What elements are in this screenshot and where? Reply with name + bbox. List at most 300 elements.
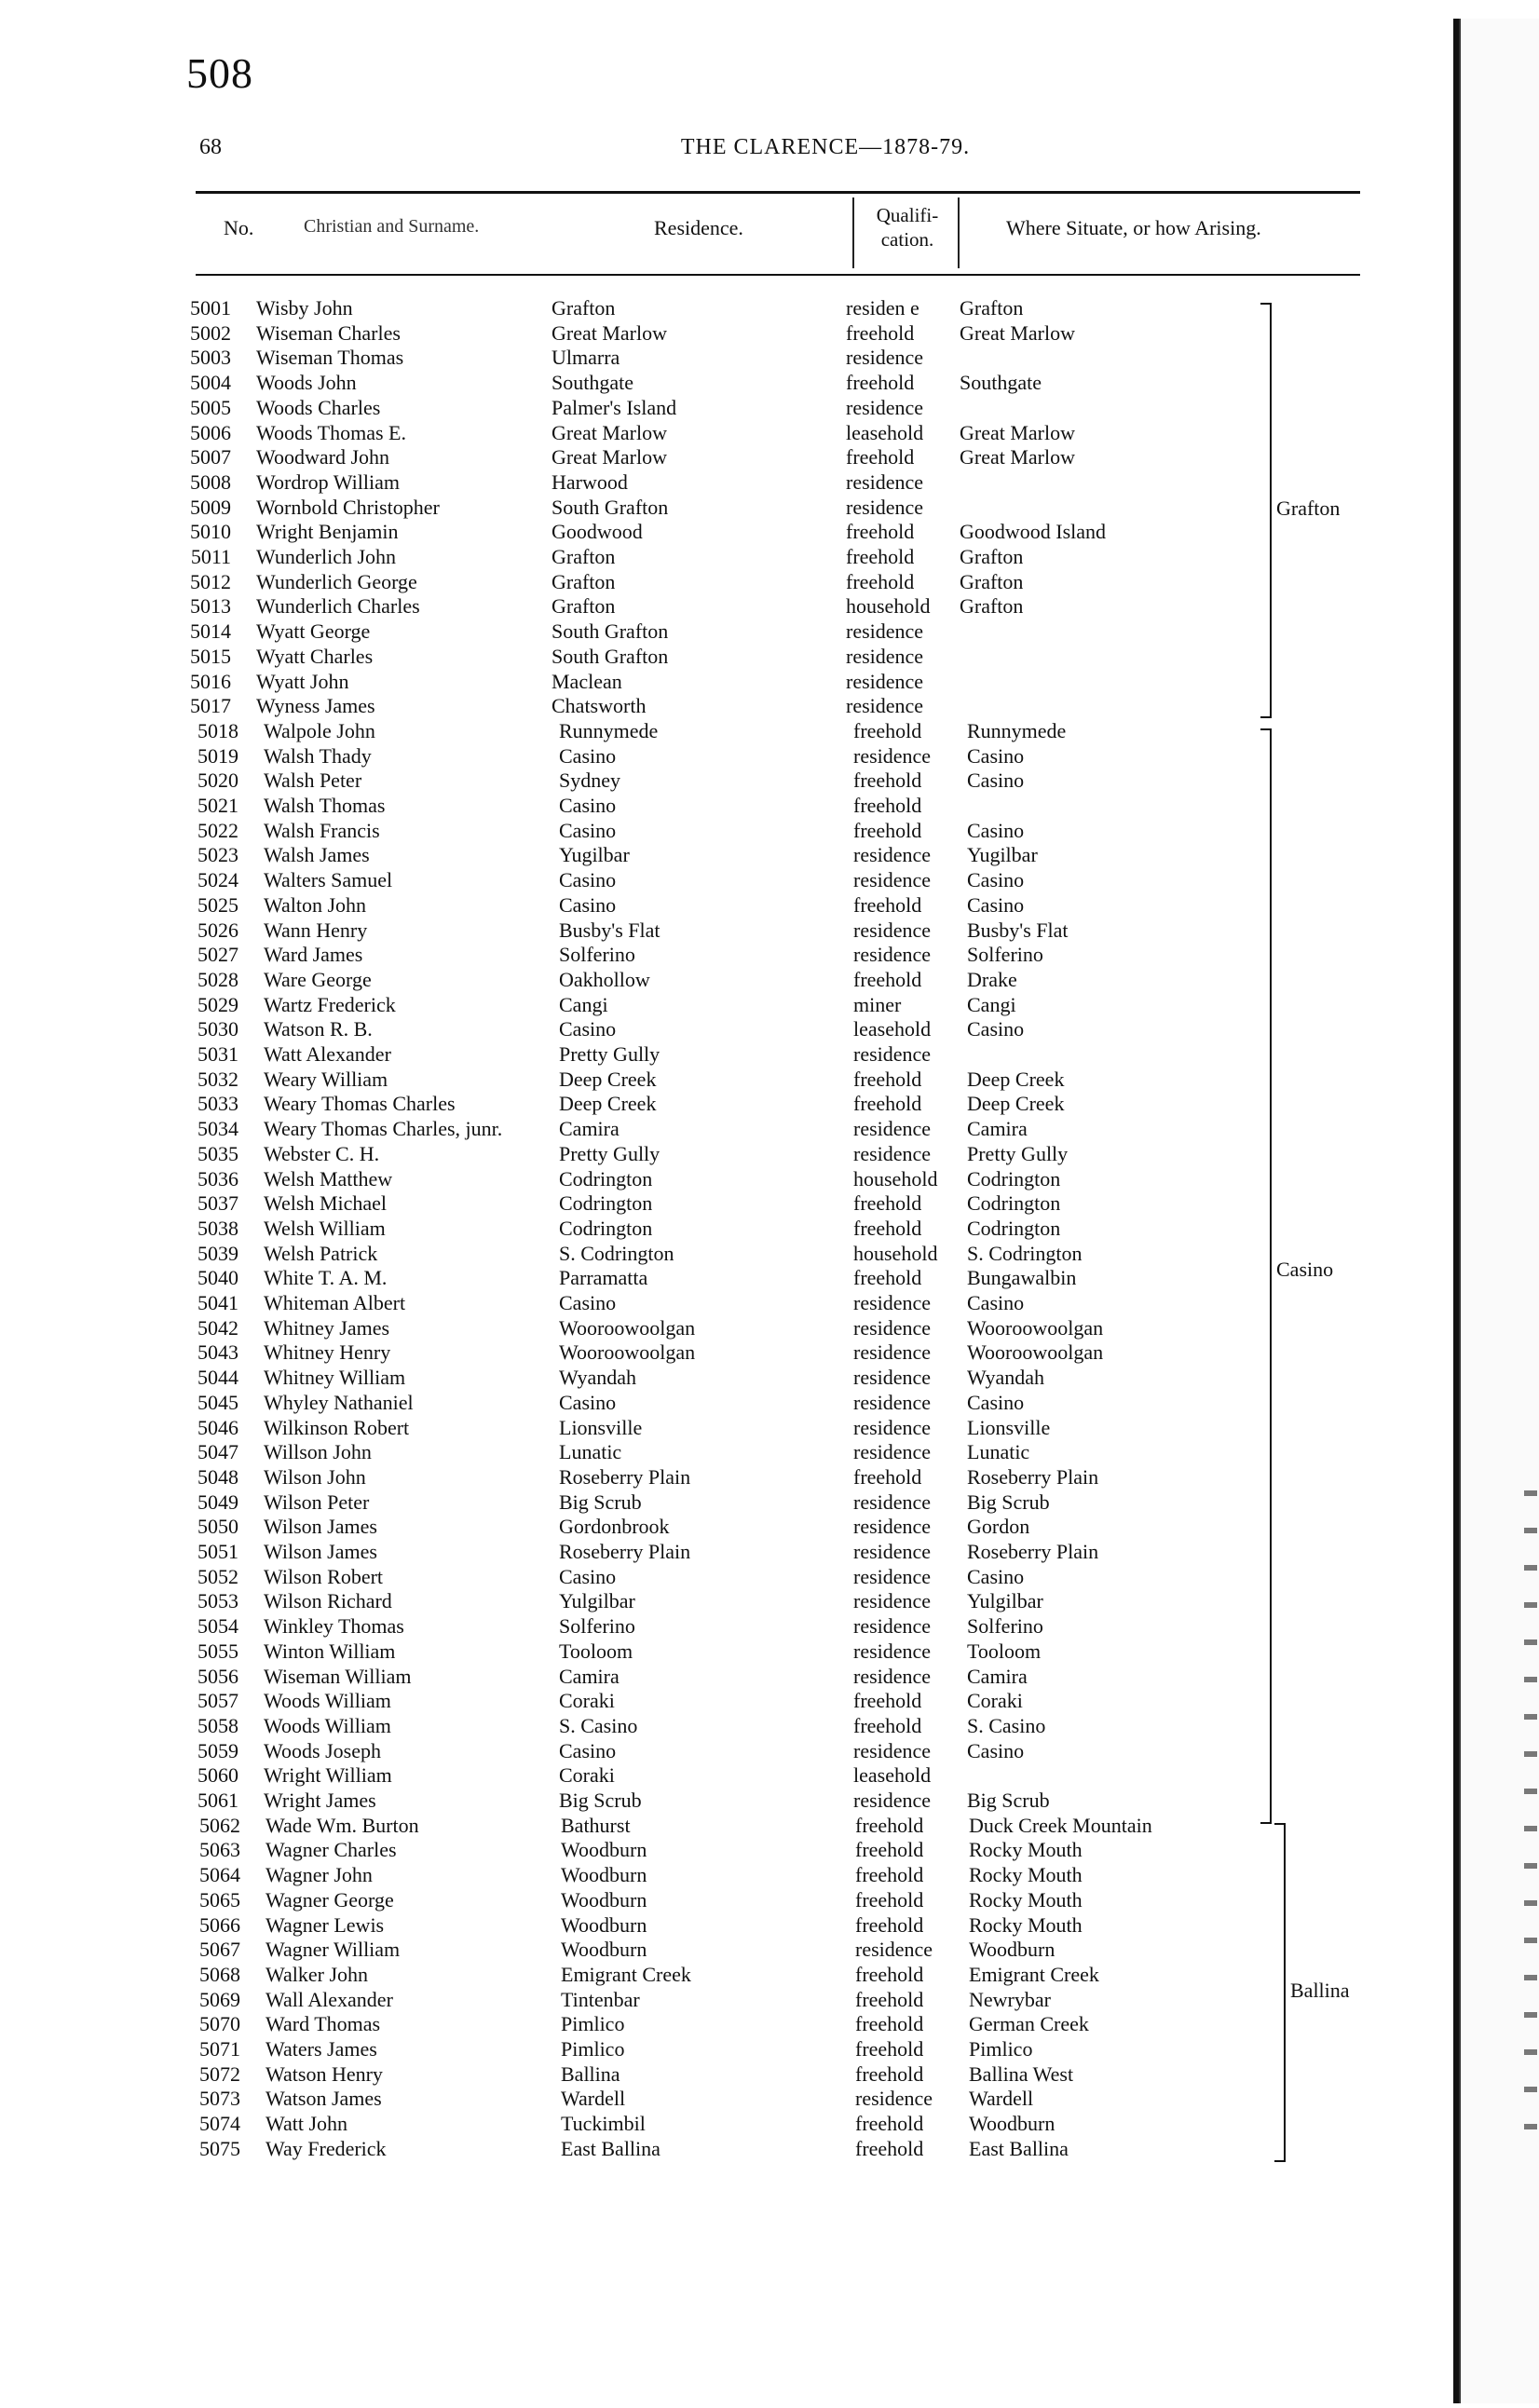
row-number: 5006 [190, 420, 231, 444]
row-number: 5009 [190, 495, 231, 519]
row-number: 5008 [190, 469, 231, 494]
group-label-casino: Casino [1276, 1258, 1334, 1281]
residence: Woodburn [561, 1863, 647, 1887]
table-row [0, 1789, 1539, 1814]
where-situate: Great Marlow [960, 445, 1076, 469]
qualification: residence [846, 495, 924, 519]
where-situate: Codrington [967, 1166, 1061, 1190]
where-situate: S. Codrington [967, 1241, 1083, 1265]
residence: Grafton [552, 594, 616, 619]
voter-name: Wunderlich George [256, 569, 417, 593]
row-number: 5019 [197, 743, 238, 768]
row-number: 5012 [190, 569, 231, 593]
residence: Big Scrub [559, 1490, 642, 1514]
where-situate: Great Marlow [960, 420, 1076, 444]
table-row [0, 1614, 1539, 1639]
residence: Casino [559, 892, 617, 917]
qualification: freehold [846, 445, 915, 469]
qualification: freehold [855, 1813, 924, 1837]
voter-name: Wyatt George [256, 619, 371, 644]
where-situate: Solferino [967, 1614, 1043, 1639]
row-number: 5036 [197, 1166, 238, 1190]
table-row [0, 1440, 1539, 1465]
row-number: 5013 [190, 594, 231, 619]
row-number: 5010 [190, 520, 231, 544]
where-situate: Newrybar [969, 1987, 1051, 2011]
qualification: residence [853, 1117, 932, 1141]
table-row [0, 1639, 1539, 1665]
residence: Ballina [561, 2061, 620, 2086]
voter-name: Wunderlich Charles [256, 594, 420, 619]
table-row [0, 868, 1539, 893]
where-situate: Deep Creek [967, 1067, 1065, 1091]
where-situate: Roseberry Plain [967, 1540, 1099, 1563]
voter-name: Walpole John [264, 718, 375, 742]
qualification: freehold [853, 892, 922, 917]
qualification: residence [853, 1589, 932, 1613]
table-row [0, 1042, 1539, 1068]
table-row [0, 1191, 1539, 1217]
qualification: freehold [846, 545, 915, 568]
table-row [0, 1117, 1539, 1142]
table-row [0, 1142, 1539, 1167]
where-situate: Yugilbar [967, 843, 1038, 867]
table-row [0, 1763, 1539, 1789]
residence: Wooroowoolgan [559, 1340, 696, 1365]
voter-name: Wordrop William [256, 469, 400, 494]
residence: Woodburn [561, 1938, 647, 1962]
facing-page-marks [1524, 1490, 1537, 2143]
voter-name: Wann Henry [264, 918, 368, 942]
column-header-qualification: Qualifi-cation. [876, 204, 939, 251]
where-situate: Lionsville [967, 1415, 1051, 1439]
where-situate: Casino [967, 1738, 1025, 1762]
qualification: residence [853, 1340, 932, 1365]
voter-name: Weary Thomas Charles, junr. [264, 1117, 503, 1141]
residence: Parramatta [559, 1266, 648, 1290]
where-situate: Casino [967, 743, 1025, 768]
residence: Coraki [559, 1689, 615, 1713]
voter-name: Watt Alexander [264, 1042, 391, 1066]
row-number: 5023 [197, 843, 238, 867]
where-situate: Wardell [969, 2087, 1034, 2111]
qualification: residen e [846, 296, 919, 320]
table-row [0, 396, 1539, 421]
qualification: household [846, 594, 931, 619]
column-separator [852, 197, 854, 268]
qualification: freehold [853, 1067, 922, 1091]
voter-name: Wyatt John [256, 669, 349, 693]
table-row [0, 1589, 1539, 1614]
group-brace-grafton [1260, 303, 1272, 718]
voter-name: Wade Wm. Burton [266, 1813, 419, 1837]
row-number: 5039 [197, 1241, 238, 1265]
row-number: 5065 [199, 1887, 240, 1911]
table-row [0, 1565, 1539, 1590]
residence: Casino [559, 1017, 617, 1041]
qualification: freehold [855, 1912, 924, 1937]
row-number: 5024 [197, 868, 238, 892]
voter-name: Whitney James [264, 1315, 390, 1340]
voter-name: Wisby John [256, 296, 353, 320]
page-number-top: 508 [186, 49, 253, 97]
residence: Woodburn [561, 1838, 647, 1862]
qualification: freehold [855, 1962, 924, 1986]
row-number: 5034 [197, 1117, 238, 1141]
where-situate: Casino [967, 1291, 1025, 1314]
row-number: 5040 [197, 1266, 238, 1290]
row-number: 5068 [199, 1962, 240, 1986]
voter-name: Welsh Patrick [264, 1241, 378, 1265]
table-row [0, 1739, 1539, 1764]
where-situate: Pretty Gully [967, 1141, 1069, 1165]
table-row [0, 1068, 1539, 1093]
voter-name: Wilson James [264, 1540, 377, 1563]
group-label-grafton: Grafton [1276, 497, 1341, 520]
table-header-rule [196, 274, 1360, 276]
table-row [0, 819, 1539, 844]
qualification: freehold [853, 1191, 922, 1216]
residence: Maclean [552, 669, 622, 693]
row-number: 5021 [197, 794, 238, 817]
voter-name: Way Frederick [266, 2136, 387, 2160]
table-row [0, 2012, 1539, 2037]
table-row [0, 470, 1539, 496]
residence: Emigrant Creek [561, 1962, 691, 1986]
qualification: residence [855, 1938, 933, 1962]
where-situate: Cangi [967, 992, 1016, 1016]
residence: Pretty Gully [559, 1042, 661, 1066]
table-row [0, 1366, 1539, 1391]
where-situate: Rocky Mouth [969, 1838, 1083, 1862]
voter-name: Wartz Frederick [264, 992, 396, 1016]
row-number: 5048 [197, 1464, 238, 1489]
where-situate: Wyandah [967, 1366, 1044, 1390]
row-number: 5047 [197, 1440, 238, 1464]
voter-name: Webster C. H. [264, 1141, 380, 1165]
row-number: 5043 [197, 1340, 238, 1365]
residence: Oakhollow [559, 967, 650, 991]
residence: South Grafton [552, 495, 669, 519]
table-row [0, 1714, 1539, 1739]
qualification: residence [846, 669, 924, 693]
voter-name: Wright William [264, 1763, 392, 1788]
where-situate: Grafton [960, 569, 1024, 593]
residence: Gordonbrook [559, 1515, 670, 1539]
qualification: residence [846, 694, 924, 718]
row-number: 5003 [190, 346, 231, 370]
table-row [0, 719, 1539, 744]
table-row [0, 545, 1539, 570]
qualification: residence [846, 619, 924, 644]
row-number: 5030 [197, 1017, 238, 1041]
table-top-rule [196, 191, 1360, 194]
table-row [0, 744, 1539, 769]
where-situate: Rocky Mouth [969, 1863, 1083, 1887]
voter-name: Wiseman Thomas [256, 346, 404, 370]
row-number: 5037 [197, 1191, 238, 1216]
voter-name: Wyatt Charles [256, 644, 374, 668]
row-number: 5022 [197, 818, 238, 842]
voter-name: Walsh James [264, 843, 370, 867]
residence: Casino [559, 868, 617, 892]
table-row [0, 2037, 1539, 2062]
residence: Grafton [552, 545, 616, 568]
residence: Palmer's Island [552, 395, 677, 419]
qualification: residence [846, 644, 924, 668]
voter-name: Wilson John [264, 1464, 366, 1489]
residence: Tooloom [559, 1639, 633, 1663]
qualification: residence [846, 469, 924, 494]
qualification: residence [846, 395, 924, 419]
table-row [0, 1092, 1539, 1117]
row-number: 5026 [197, 918, 238, 942]
qualification: residence [846, 346, 924, 370]
where-situate: Casino [967, 1564, 1025, 1588]
residence: Casino [559, 1390, 617, 1414]
residence: Great Marlow [552, 445, 668, 469]
voter-name: Whitney William [264, 1366, 406, 1390]
residence: Coraki [559, 1763, 615, 1788]
table-row [0, 520, 1539, 545]
where-situate: S. Casino [967, 1713, 1046, 1737]
voter-name: Wagner Lewis [266, 1912, 385, 1937]
row-number: 5033 [197, 1092, 238, 1116]
table-row [0, 445, 1539, 470]
residence: Grafton [552, 296, 616, 320]
voter-name: Welsh William [264, 1216, 386, 1240]
residence: Ulmarra [552, 346, 620, 370]
residence: S. Codrington [559, 1241, 674, 1265]
column-separator [958, 197, 960, 268]
row-number: 5071 [199, 2037, 240, 2061]
residence: Codrington [559, 1166, 653, 1190]
voter-name: Wilson Robert [264, 1564, 384, 1588]
residence: Woodburn [561, 1887, 647, 1911]
voter-name: Wunderlich John [256, 545, 397, 568]
voter-name: Ward Thomas [266, 2012, 381, 2036]
table-row [0, 421, 1539, 446]
table-row [0, 1515, 1539, 1540]
qualification: household [853, 1166, 938, 1190]
row-number: 5070 [199, 2012, 240, 2036]
table-row [0, 594, 1539, 619]
where-situate: Yulgilbar [967, 1589, 1043, 1613]
residence: Codrington [559, 1191, 653, 1216]
residence: Roseberry Plain [559, 1464, 691, 1489]
qualification: freehold [846, 569, 915, 593]
table-row [0, 1391, 1539, 1416]
row-number: 5046 [197, 1415, 238, 1439]
qualification: residence [853, 1315, 932, 1340]
voter-name: Wall Alexander [266, 1987, 393, 2011]
voter-name: Watt John [266, 2112, 348, 2136]
qualification: residence [853, 743, 932, 768]
voter-name: Walters Samuel [264, 868, 393, 892]
where-situate: Coraki [967, 1689, 1023, 1713]
group-label-ballina: Ballina [1290, 1979, 1350, 2002]
residence: Casino [559, 818, 617, 842]
table-row [0, 1689, 1539, 1714]
where-situate: German Creek [969, 2012, 1089, 2036]
voter-name: Weary William [264, 1067, 388, 1091]
table-row [0, 1665, 1539, 1690]
table-row [0, 670, 1539, 695]
residence: Pimlico [561, 2012, 625, 2036]
where-situate: Big Scrub [967, 1789, 1050, 1812]
qualification: freehold [853, 1266, 922, 1290]
page-title: THE CLARENCE—1878-79. [680, 135, 971, 159]
residence: Woodburn [561, 1912, 647, 1937]
voter-name: Wagner William [266, 1938, 401, 1962]
voter-name: Woods William [264, 1713, 391, 1737]
qualification: residence [853, 1515, 932, 1539]
where-situate: Southgate [960, 371, 1042, 395]
row-number: 5002 [190, 320, 231, 345]
row-number: 5032 [197, 1067, 238, 1091]
where-situate: Pimlico [969, 2037, 1033, 2061]
voter-name: Wilson Peter [264, 1490, 370, 1514]
residence: Great Marlow [552, 320, 668, 345]
qualification: residence [853, 1639, 932, 1663]
row-number: 5051 [197, 1540, 238, 1563]
qualification: freehold [853, 1689, 922, 1713]
row-number: 5069 [199, 1987, 240, 2011]
qualification: residence [853, 1042, 932, 1066]
row-number: 5057 [197, 1689, 238, 1713]
residence: Tintenbar [561, 1987, 640, 2011]
row-number: 5062 [199, 1813, 240, 1837]
where-situate: Emigrant Creek [969, 1962, 1099, 1986]
table-row [0, 645, 1539, 670]
residence: S. Casino [559, 1713, 638, 1737]
row-number: 5060 [197, 1763, 238, 1788]
voter-name: Walsh Peter [264, 769, 362, 793]
where-situate: Gordon [967, 1515, 1030, 1539]
where-situate: East Ballina [969, 2136, 1069, 2160]
voter-name: Watson James [266, 2087, 382, 2111]
table-row [0, 1340, 1539, 1366]
table-row [0, 1888, 1539, 1913]
voter-name: Walker John [266, 1962, 369, 1986]
where-situate: Casino [967, 1390, 1025, 1414]
where-situate: Camira [967, 1117, 1028, 1141]
where-situate: Grafton [960, 545, 1024, 568]
row-number: 5016 [190, 669, 231, 693]
row-number: 5007 [190, 445, 231, 469]
residence: Busby's Flat [559, 918, 661, 942]
table-row [0, 843, 1539, 868]
residence: Wooroowoolgan [559, 1315, 696, 1340]
qualification: freehold [853, 769, 922, 793]
qualification: freehold [855, 2012, 924, 2036]
row-number: 5020 [197, 769, 238, 793]
residence: Lunatic [559, 1440, 622, 1464]
table-row [0, 794, 1539, 819]
where-situate: Big Scrub [967, 1490, 1050, 1514]
table-row [0, 893, 1539, 918]
voter-name: Woods Charles [256, 395, 381, 419]
qualification: freehold [846, 371, 915, 395]
row-number: 5015 [190, 644, 231, 668]
voter-name: Whitney Henry [264, 1340, 391, 1365]
row-number: 5029 [197, 992, 238, 1016]
row-number: 5017 [190, 694, 231, 718]
voter-name: White T. A. M. [264, 1266, 388, 1290]
where-situate: Wooroowoolgan [967, 1340, 1104, 1365]
residence: East Ballina [561, 2136, 661, 2160]
table-row [0, 1217, 1539, 1242]
qualification: freehold [853, 794, 922, 817]
qualification: freehold [853, 718, 922, 742]
voter-name: Waters James [266, 2037, 377, 2061]
qualification: freehold [855, 1863, 924, 1887]
group-brace-casino [1260, 728, 1272, 1824]
row-number: 5035 [197, 1141, 238, 1165]
column-header-no: No. [224, 216, 254, 239]
voter-name: Wiseman Charles [256, 320, 401, 345]
qualification: freehold [846, 520, 915, 544]
where-situate: Great Marlow [960, 320, 1076, 345]
residence: Casino [559, 1738, 617, 1762]
residence: South Grafton [552, 619, 669, 644]
table-row [0, 346, 1539, 371]
row-number: 5031 [197, 1042, 238, 1066]
where-situate: Roseberry Plain [967, 1464, 1099, 1489]
where-situate: Grafton [960, 296, 1024, 320]
voter-name: Wornbold Christopher [256, 495, 440, 519]
voter-name: Woods Joseph [264, 1738, 381, 1762]
row-number: 5072 [199, 2061, 240, 2086]
voter-name: Welsh Michael [264, 1191, 388, 1216]
qualification: residence [853, 1789, 932, 1812]
residence: Sydney [559, 769, 620, 793]
qualification: residence [853, 1440, 932, 1464]
row-number: 5064 [199, 1863, 240, 1887]
residence: Harwood [552, 469, 628, 494]
qualification: freehold [853, 1092, 922, 1116]
qualification: freehold [855, 2061, 924, 2086]
qualification: leasehold [846, 420, 924, 444]
voter-name: Wilson James [264, 1515, 377, 1539]
table-row [0, 570, 1539, 595]
voter-name: Willson John [264, 1440, 372, 1464]
table-row [0, 1814, 1539, 1839]
row-number: 5038 [197, 1216, 238, 1240]
table-row [0, 1291, 1539, 1316]
residence: Bathurst [561, 1813, 631, 1837]
residence: Casino [559, 1564, 617, 1588]
residence: Cangi [559, 992, 608, 1016]
residence: Runnymede [559, 718, 659, 742]
voter-name: Ward James [264, 943, 363, 967]
qualification: residence [853, 918, 932, 942]
qualification: freehold [855, 1987, 924, 2011]
row-number: 5014 [190, 619, 231, 644]
table-row [0, 943, 1539, 968]
residence: Camira [559, 1664, 620, 1688]
qualification: freehold [846, 320, 915, 345]
where-situate: Codrington [967, 1216, 1061, 1240]
qualification: freehold [855, 2136, 924, 2160]
qualification: residence [853, 1490, 932, 1514]
row-number: 5058 [197, 1713, 238, 1737]
qualification: residence [853, 1366, 932, 1390]
voter-name: Ware George [264, 967, 372, 991]
row-number: 5004 [190, 371, 231, 395]
row-number: 5050 [197, 1515, 238, 1539]
qualification: freehold [853, 1216, 922, 1240]
